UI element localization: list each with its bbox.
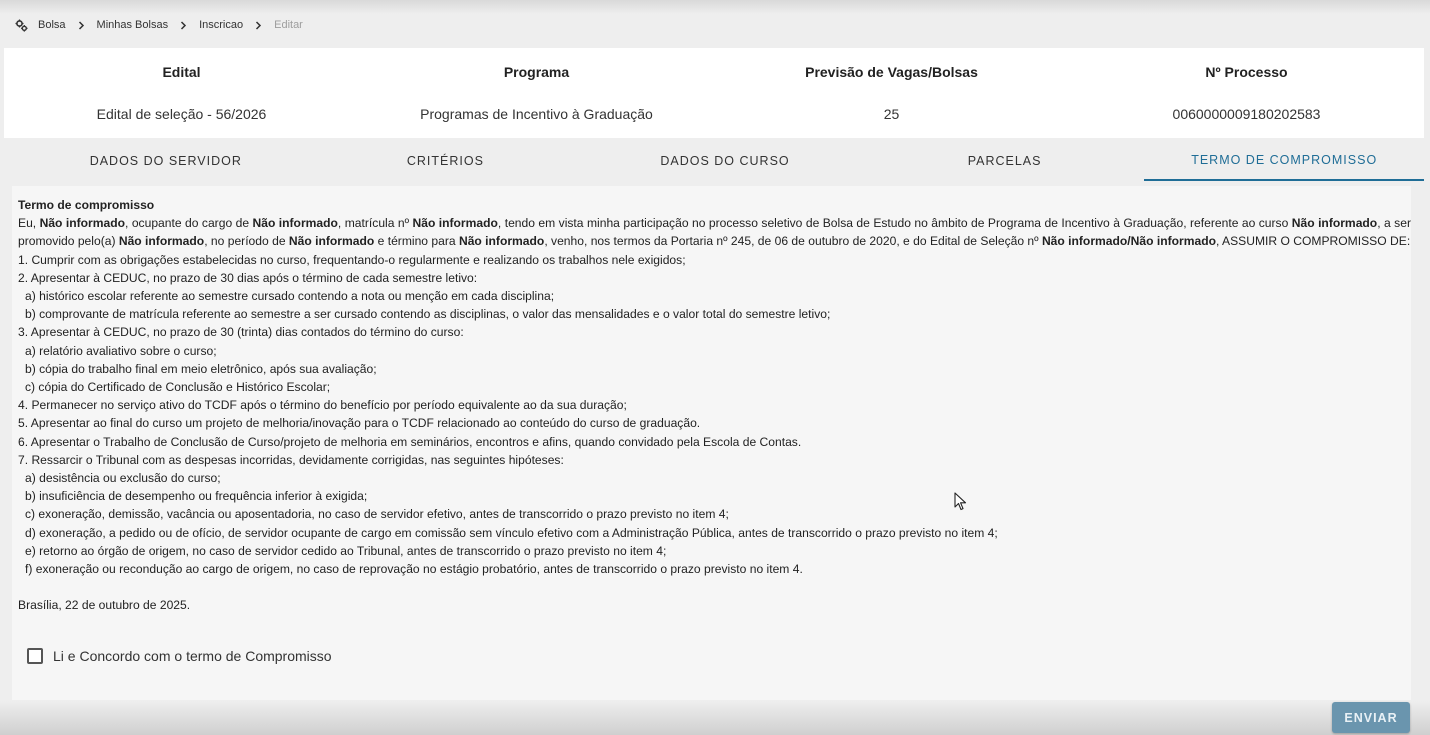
- intro-curso: Não informado: [1291, 216, 1378, 231]
- tab-dados-do-servidor[interactable]: DADOS DO SERVIDOR: [89, 153, 242, 168]
- mouse-cursor-icon: [954, 492, 967, 516]
- summary-header-programa: Programa: [503, 64, 570, 80]
- tab-dados-do-curso[interactable]: DADOS DO CURSO: [660, 153, 790, 168]
- term-line: d) exoneração, a pedido ou de ofício, de servidor ocupante de cargo em comissão sem vínculo efetivo com a Administração Pública, antes de transcorrido o prazo previsto no item 4;: [25, 525, 998, 540]
- breadcrumb-bolsa[interactable]: Bolsa: [38, 19, 66, 31]
- top-shade: [0, 0, 1430, 14]
- intro-text: , tendo em vista minha participação no processo seletivo de Bolsa de Estudo no âmbito de Programa de Incentivo à Graduação, referente ao curso: [497, 216, 1292, 231]
- agree-label: Li e Concordo com o termo de Compromisso: [53, 648, 332, 664]
- term-line: a) relatório avaliativo sobre o curso;: [25, 343, 217, 358]
- term-line: a) histórico escolar referente ao semestre cursado contendo a nota ou menção em cada disciplina;: [25, 289, 555, 304]
- intro-text: , venho, nos termos da Portaria nº 245, de 06 de outubro de 2020, e do Edital de Seleção nº: [544, 234, 1042, 249]
- tab-parcelas[interactable]: PARCELAS: [967, 153, 1042, 168]
- term-line: b) comprovante de matrícula referente ao semestre a ser cursado contendo as disciplinas, o valor das mensalidades e o valor total do semestre letivo;: [25, 307, 831, 322]
- summary-value-vagas: 25: [883, 106, 900, 122]
- summary-header-edital: Edital: [162, 64, 201, 80]
- summary-programa: [359, 48, 714, 138]
- summary-value-processo: 0060000009180202583: [1172, 106, 1321, 122]
- term-intro: [18, 214, 1411, 250]
- term-line: 2. Apresentar à CEDUC, no prazo de 30 dias após o término de cada semestre letivo:: [18, 270, 478, 285]
- term-title: Termo de compromisso: [18, 198, 155, 212]
- intro-text: , ASSUMIR O COMPROMISSO DE:: [1215, 234, 1411, 249]
- term-place-date: Brasília, 22 de outubro de 2025.: [18, 598, 191, 613]
- chevron-right-icon: [255, 21, 262, 30]
- tab-criterios[interactable]: CRITÉRIOS: [406, 153, 484, 168]
- breadcrumb: [15, 17, 303, 33]
- agree-checkbox[interactable]: [27, 648, 43, 664]
- term-line: f) exoneração ou recondução ao cargo de origem, no caso de reprovação no estágio probatório, antes de transcorrido o prazo previsto no item 4.: [25, 562, 803, 577]
- summary-edital: [4, 48, 359, 138]
- intro-text: , a ser promovido pelo(a): [18, 216, 1411, 249]
- send-button[interactable]: ENVIAR: [1332, 702, 1410, 733]
- intro-matricula: Não informado: [412, 216, 498, 231]
- breadcrumb-editar: Editar: [274, 19, 303, 31]
- intro-text: , ocupante do cargo de: [125, 216, 253, 231]
- breadcrumb-minhas-bolsas[interactable]: Minhas Bolsas: [96, 19, 169, 31]
- summary-processo: [1069, 48, 1424, 138]
- summary-header-processo: Nº Processo: [1205, 64, 1288, 80]
- term-line: 4. Permanecer no serviço ativo do TCDF após o término do benefício por período equivalente ao da sua duração;: [18, 398, 627, 413]
- summary-value-edital: Edital de seleção - 56/2026: [96, 106, 267, 122]
- tab-bar: [26, 140, 1424, 181]
- bottom-shade: [0, 700, 1430, 735]
- tab-termo-de-compromisso[interactable]: TERMO DE COMPROMISSO: [1144, 140, 1424, 181]
- intro-text: e término para: [374, 234, 459, 249]
- term-lines: [18, 251, 1411, 579]
- term-line: c) cópia do Certificado de Conclusão e Histórico Escolar;: [25, 380, 331, 395]
- term-line: c) exoneração, demissão, vacância ou aposentadoria, no caso de servidor efetivo, antes de transcorrido o prazo previsto no item 4;: [25, 507, 729, 522]
- edital-summary: [4, 48, 1424, 138]
- term-line: 6. Apresentar o Trabalho de Conclusão de Curso/projeto de melhoria em seminários, encontros e afins, quando convidado pela Escola de Contas.: [18, 434, 802, 449]
- intro-termino: Não informado: [458, 234, 545, 249]
- chevron-right-icon: [78, 21, 85, 30]
- term-line: a) desistência ou exclusão do curso;: [25, 471, 221, 486]
- agree-checkbox-row[interactable]: [27, 648, 332, 664]
- settings-gears-icon: [15, 19, 28, 32]
- term-line: e) retorno ao órgão de origem, no caso de servidor cedido ao Tribunal, antes de transcorrido o prazo previsto no item 4;: [25, 543, 667, 558]
- intro-text: , no período de: [204, 234, 289, 249]
- term-line: b) cópia do trabalho final em meio eletrônico, após sua avaliação;: [25, 361, 377, 376]
- intro-cargo: Não informado: [252, 216, 338, 231]
- intro-text: Eu,: [18, 216, 40, 231]
- intro-name: Não informado: [39, 216, 126, 231]
- summary-vagas: [714, 48, 1069, 138]
- chevron-right-icon: [180, 21, 187, 30]
- term-text: [18, 196, 1411, 614]
- intro-instituicao: Não informado: [118, 234, 205, 249]
- term-line: 1. Cumprir com as obrigações estabelecidas no curso, frequentando-o regularmente e realizando os trabalhos nele exigidos;: [18, 252, 686, 267]
- intro-text: , matrícula nº: [337, 216, 413, 231]
- intro-edital: Não informado/Não informado: [1041, 234, 1216, 249]
- intro-periodo: Não informado: [288, 234, 375, 249]
- term-line: 7. Ressarcir o Tribunal com as despesas incorridas, devidamente corrigidas, nas seguintes hipóteses:: [18, 452, 564, 467]
- term-line: 3. Apresentar à CEDUC, no prazo de 30 (trinta) dias contados do término do curso:: [18, 325, 464, 340]
- summary-value-programa: Programas de Incentivo à Graduação: [420, 106, 653, 122]
- breadcrumb-inscricao[interactable]: Inscricao: [199, 19, 244, 31]
- term-line: 5. Apresentar ao final do curso um projeto de melhoria/inovação para o TCDF relacionado ao conteúdo do curso de graduação.: [18, 416, 701, 431]
- term-line: b) insuficiência de desempenho ou frequência inferior à exigida;: [25, 489, 368, 504]
- summary-header-vagas: Previsão de Vagas/Bolsas: [805, 64, 978, 80]
